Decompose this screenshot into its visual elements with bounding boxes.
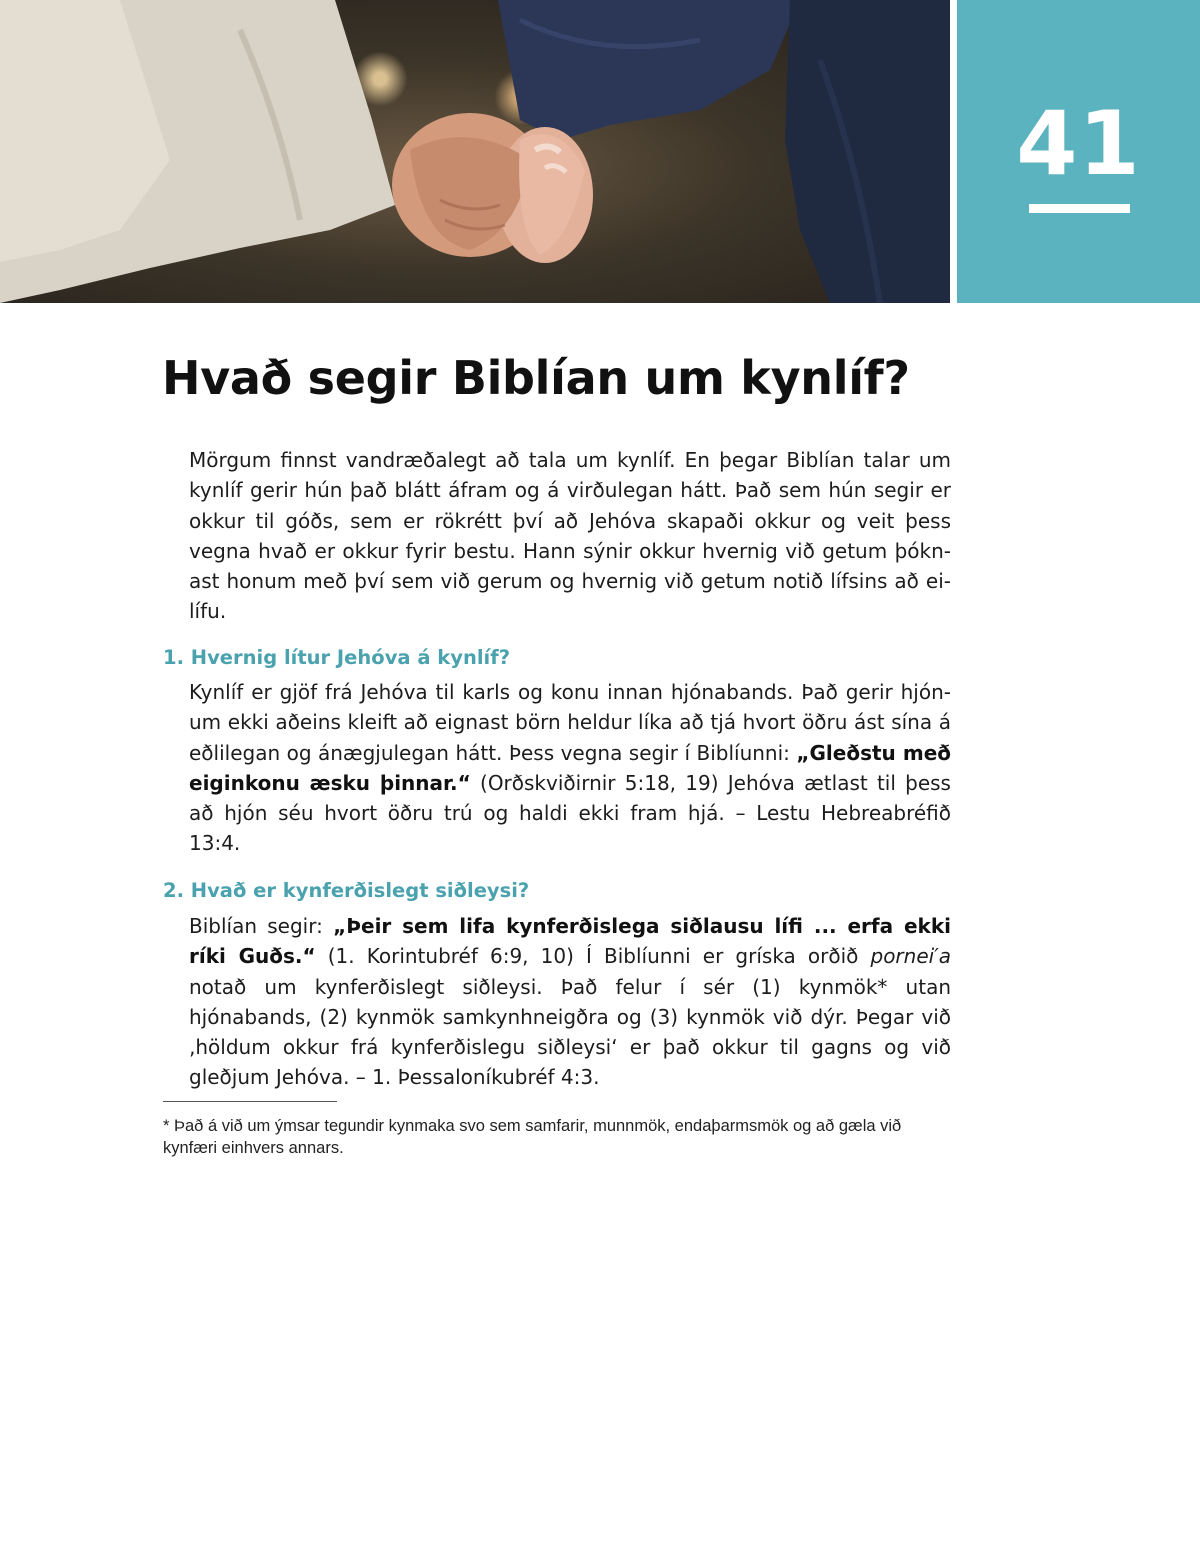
intro-paragraph: Mörgum finnst vandræðalegt að tala um kynlíf. En þegar Biblían talar um kynlíf gerir hún það blátt áfram og á virðulegan hátt. Það sem hún segir er okkur til góðs, sem er rökrétt því að Jehóva skapaði okkur og veit þess vegna hvað er okkur fyrir bestu. Hann sýnir okkur hvernig við getum þóknast honum með því sem við gerum og hvernig við getum notið lífsins að eilífu. [189,448,951,624]
section-1-bible-quote: „Gleðstu með eiginkonu æsku þinnar.“ [189,740,951,795]
chapter-number-underline [1029,204,1130,213]
footnote: * Það á við um ýmsar tegundir kynmaka svo sem samfarir, munnmök, endaþarmsmök og að gæla við kynfæri einhvers annars. [163,1117,902,1157]
section-1-paragraph [189,677,951,859]
section-1-text-after: (Orðskviðirnir 5:18, 19) Jehóva ætlast til þess að hjón séu hvort öðru trú og haldi ekki fram hjá. – Lestu Hebreabréfið 13:4. [189,770,951,856]
section-2-text-before: Biblían segir: [189,914,334,938]
section-1-heading: 1. Hvernig lítur Jehóva á kynlíf? [163,646,511,669]
hero-photo [0,0,950,303]
chapter-number: 41 [1016,92,1141,195]
section-2-text-after: notað um kynferðislegt siðleysi. Það felur í sér (1) kynmök* utan hjónabands, (2) kynmök samkynhneigðra og (3) kynmök við dýr. Þegar við ‚höldum okkur frá kynferðislegu siðleysi‘ er það okkur til gagns og við gleðjum Jehóva. – 1. Þessaloníkubréf 4:3. [189,974,951,1090]
page-title: Hvað segir Biblían um kynlíf? [162,351,910,405]
section-2-bible-quote: „Þeir sem lifa kynferðislega siðlausu lífi ... erfa ekki ríki Guðs.“ [189,914,951,969]
section-2-text-mid: (1. Korintubréf 6:9, 10) Í Biblíunni er gríska orðið [315,944,871,969]
chapter-badge [957,0,1200,303]
holding-hands-illustration [0,0,950,303]
section-2-paragraph [189,911,951,1093]
section-2-heading: 2. Hvað er kynferðislegt siðleysi? [163,879,530,902]
section-1-text-before: Kynlíf er gjöf frá Jehóva til karls og konu innan hjónabands. Það gerir hjónum ekki aðeins kleift að eignast börn heldur líka að tjá hvort öðru ást sína á eðlilegan og ánægjulegan hátt. Þess vegna segir í Biblíunni: [189,680,951,765]
footnote-divider [163,1101,337,1102]
section-2-greek-word: pornei′a [870,944,951,969]
